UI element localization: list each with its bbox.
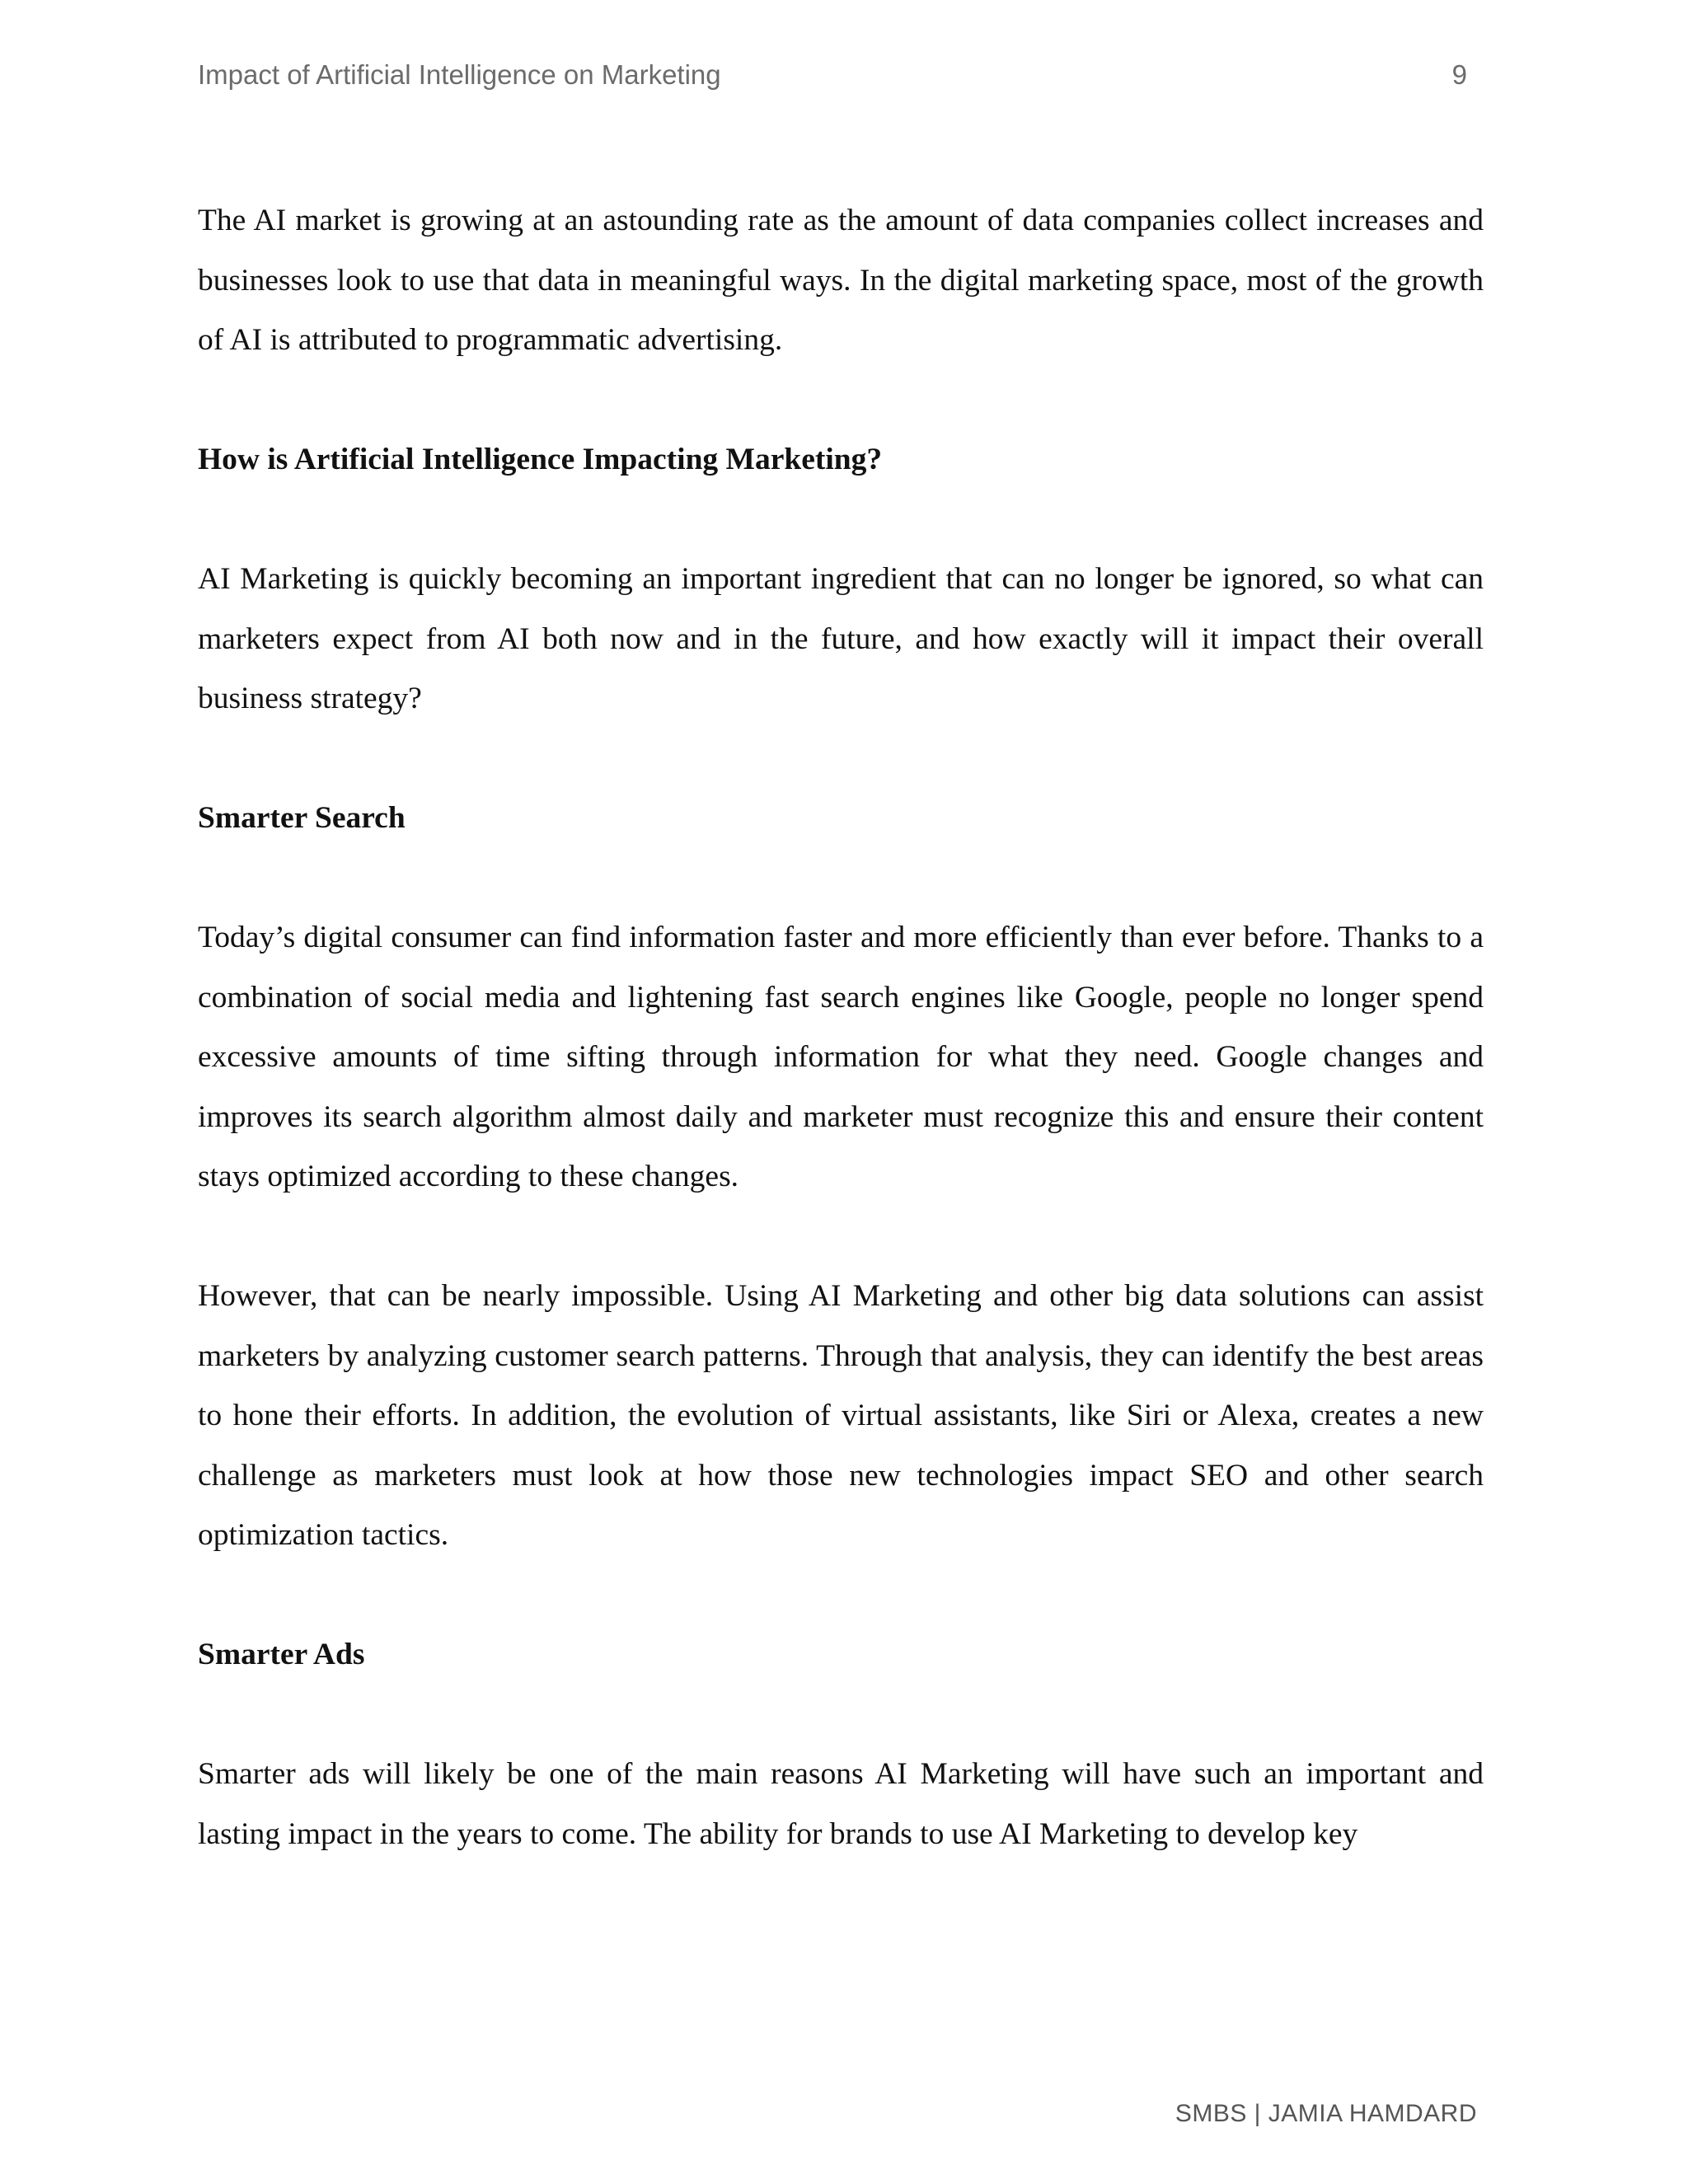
running-header-title: Impact of Artificial Intelligence on Marketing	[198, 59, 721, 90]
section-heading-ai-impact: How is Artificial Intelligence Impacting Marketing?	[198, 443, 883, 476]
paragraph-spacer	[198, 1566, 1484, 1626]
paragraph-spacer	[198, 1207, 1484, 1268]
page-number: 9	[1451, 59, 1467, 90]
paragraph-spacer	[198, 490, 1484, 551]
page-footer: SMBS | JAMIA HAMDARD	[1175, 2100, 1477, 2127]
section-heading-smarter-search: Smarter Search	[198, 801, 406, 835]
page-header	[198, 59, 1467, 101]
paragraph-spacer	[198, 849, 1484, 909]
section-heading-smarter-ads: Smarter Ads	[198, 1638, 365, 1671]
paragraph-search-patterns: However, that can be nearly impossible. Using AI Marketing and other big data solutions can assist marketers by analyzing customer search patterns. Through that analysis, they can identify the best areas to hone their efforts. In addition, the evolution of virtual assistants, like Siri or Alexa, creates a new challenge as marketers must look at how those new technologies impact SEO and other search optimization tactics.	[198, 1279, 1484, 1552]
paragraph-spacer	[198, 729, 1484, 790]
paragraph-spacer	[198, 371, 1484, 431]
paragraph-ai-marketing-ingredient: AI Marketing is quickly becoming an important ingredient that can no longer be ignored, so what can marketers expect from AI both now and in the future, and how exactly will it impact their overall business strategy?	[198, 562, 1484, 715]
paragraph-digital-consumer: Today’s digital consumer can find information faster and more efficiently than ever before. Thanks to a combination of social media and lightening fast search engines like Google, people no longer spend excessive amounts of time sifting through information for what they need. Google changes and improves its search algorithm almost daily and marketer must recognize this and ensure their content stays optimized according to these changes.	[198, 921, 1484, 1193]
paragraph-smarter-ads: Smarter ads will likely be one of the main reasons AI Marketing will have such an important and lasting impact in the years to come. The ability for brands to use AI Marketing to develop key	[198, 1757, 1484, 1851]
document-body	[198, 191, 1484, 1864]
paragraph-ai-market-growth: The AI market is growing at an astounding rate as the amount of data companies collect increases and businesses look to use that data in meaningful ways. In the digital marketing space, most of the growth of AI is attributed to programmatic advertising.	[198, 204, 1484, 357]
paragraph-spacer	[198, 1685, 1484, 1746]
